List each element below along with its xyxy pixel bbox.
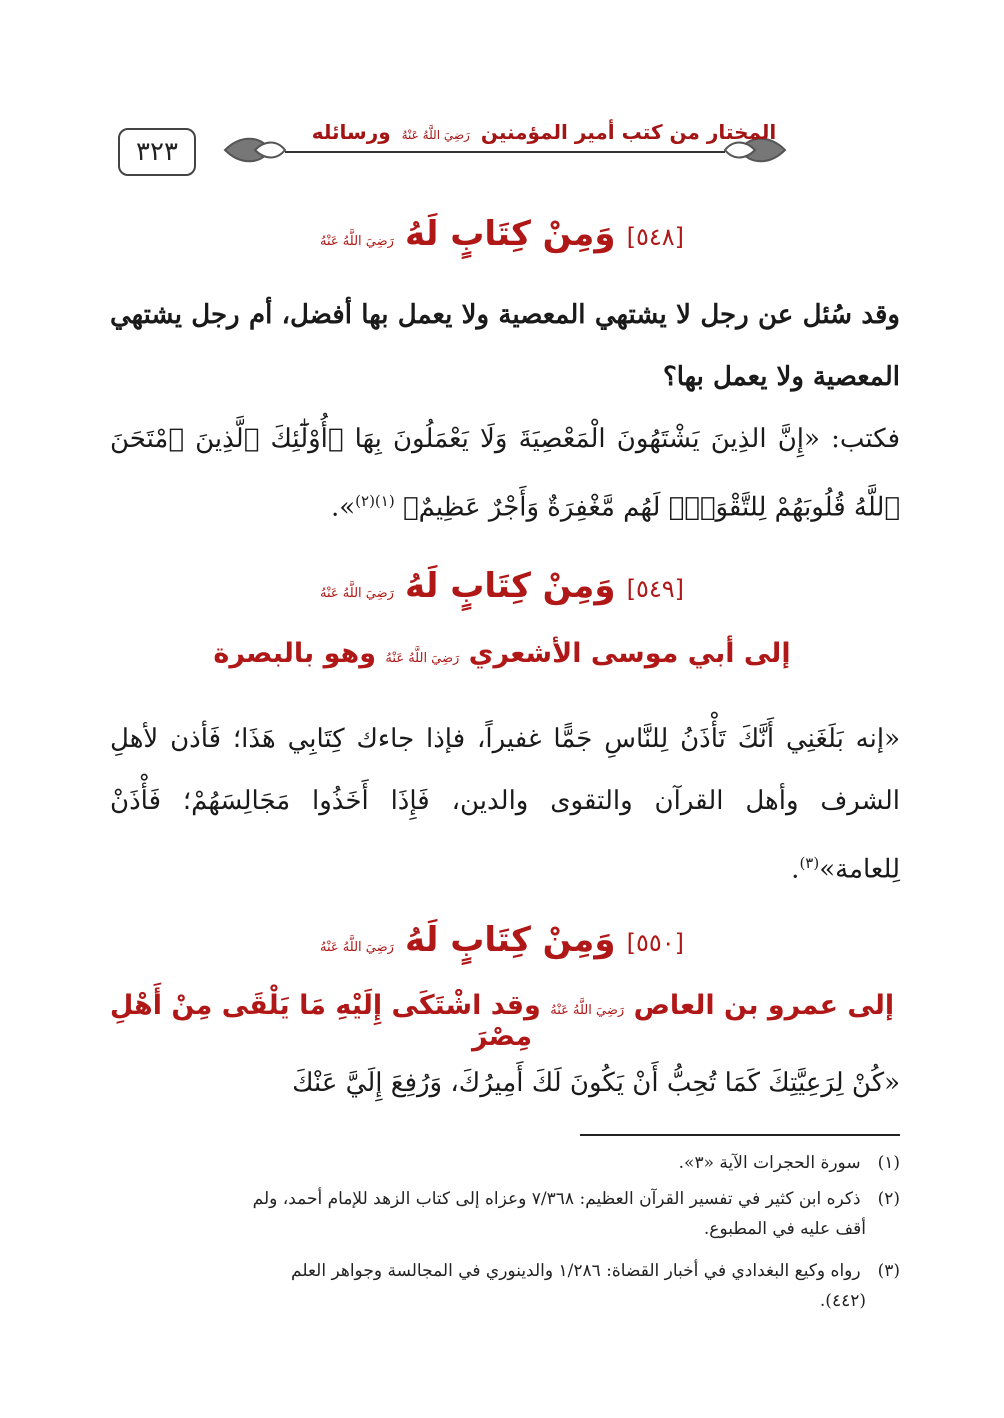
footnote-continuation: (٤٤٢). bbox=[819, 1291, 866, 1311]
section-title: وَمِنْ كِتَابٍ لَهُ bbox=[405, 214, 616, 254]
footnote-text: سورة الحجرات الآية «٣». bbox=[678, 1153, 861, 1173]
answer-end: ». bbox=[330, 492, 356, 523]
quran-verse: ﴿أُوْلَٰٓئِكَ ٱلَّذِينَ ٱمْتَحَنَ ٱللَّهُ قُلُوبَهُمْ لِلتَّقْوَىٰۚ لَهُم مَّغْفِرَةٌ وَأَجْرٌ عَظِيمٌ﴾ bbox=[110, 424, 900, 523]
running-title-text: المختار من كتب أمير المؤمنين bbox=[480, 120, 777, 144]
letter-549-end: . bbox=[791, 854, 800, 885]
letter-549-paragraph bbox=[110, 708, 900, 901]
subheading-recipient: إلى عمرو بن العاص bbox=[633, 990, 895, 1021]
section-honorific: رَضِيَ اللَّهُ عَنْهُ bbox=[320, 586, 394, 601]
page-number: ٣٢٣ bbox=[118, 128, 196, 176]
section-honorific: رَضِيَ اللَّهُ عَنْهُ bbox=[320, 940, 394, 955]
section-title: وَمِنْ كِتَابٍ لَهُ bbox=[405, 920, 616, 960]
section-number: [٥٥٠] bbox=[626, 929, 684, 957]
section-heading-549 bbox=[100, 566, 904, 606]
section-subheading-550 bbox=[100, 990, 904, 1052]
answer-intro: فكتب: «إِنَّ الذِينَ يَشْتَهُونَ الْمَعْصِيَةَ وَلَا يَعْمَلُونَ بِهَا bbox=[354, 424, 900, 454]
letter-549-text: «إنه بَلَغَنِي أَنَّكَ تَأْذَنُ لِلنَّاسِ جَمًّا غفيراً، فإذا جاءك كِتَابِي هَذَا؛ فَأذن لأهلِ الشرف وأهل القرآن والتقوى والدين، فَإِذَا أَخَذُوا مَجَالِسَهُمْ؛ فَأْذَنْ لِلعامة» bbox=[110, 724, 900, 885]
question-paragraph: وقد سُئل عن رجل لا يشتهي المعصية ولا يعمل بها أفضل، أم رجل يشتهي المعصية ولا يعمل بها؟ bbox=[110, 300, 900, 392]
footnote-ref: (٣) bbox=[799, 854, 820, 872]
footnote-continuation: أقف عليه في المطبوع. bbox=[703, 1219, 866, 1239]
footnote-text: رواه وكيع البغدادي في أخبار القضاة: ١/٢٨٦ والدينوري في المجالسة وجواهر العلم bbox=[291, 1261, 861, 1281]
footnote-number: (١) bbox=[877, 1153, 900, 1173]
subheading-context: وهو بالبصرة bbox=[213, 638, 377, 669]
running-title bbox=[284, 120, 804, 144]
running-title-tail: ورسائله bbox=[311, 120, 391, 144]
running-title-honorific: رَضِيَ اللَّهُ عَنْهُ bbox=[401, 128, 470, 142]
answer-paragraph bbox=[110, 408, 900, 539]
section-title: وَمِنْ كِتَابٍ لَهُ bbox=[405, 566, 616, 606]
footnote-ref: (١)(٢) bbox=[355, 492, 395, 510]
subheading-recipient: إلى أبي موسى الأشعري bbox=[468, 638, 791, 669]
subheading-honorific: رَضِيَ اللَّهُ عَنْهُ bbox=[550, 1003, 625, 1018]
section-heading-548 bbox=[100, 214, 904, 254]
footnote-number: (٢) bbox=[877, 1189, 900, 1209]
subheading-honorific: رَضِيَ اللَّهُ عَنْهُ bbox=[385, 651, 460, 666]
letter-550-paragraph: «كُنْ لِرَعِيَّتِكَ كَمَا تُحِبُّ أَنْ يَكُونَ لَكَ أَمِيرُكَ، وَرُفِعَ إِلَيَّ عَنْكَ bbox=[292, 1068, 900, 1098]
section-subheading-549 bbox=[100, 638, 904, 669]
footnote-number: (٣) bbox=[877, 1261, 900, 1281]
section-number: [٥٤٩] bbox=[626, 575, 684, 603]
footnote-1 bbox=[110, 1148, 900, 1178]
section-number: [٥٤٨] bbox=[626, 223, 684, 251]
footnote-3 bbox=[110, 1256, 900, 1316]
section-honorific: رَضِيَ اللَّهُ عَنْهُ bbox=[320, 234, 394, 249]
subheading-context: وقد اشْتَكَى إِلَيْهِ مَا يَلْقَى مِنْ أَهْلِ مِصْرَ bbox=[109, 990, 541, 1052]
footnote-2 bbox=[110, 1184, 900, 1244]
footnote-divider bbox=[580, 1134, 900, 1136]
footnote-text: ذكره ابن كثير في تفسير القرآن العظيم: ٧/٣٦٨ وعزاه إلى كتاب الزهد للإمام أحمد، ولم bbox=[252, 1189, 861, 1209]
section-heading-550 bbox=[100, 920, 904, 960]
